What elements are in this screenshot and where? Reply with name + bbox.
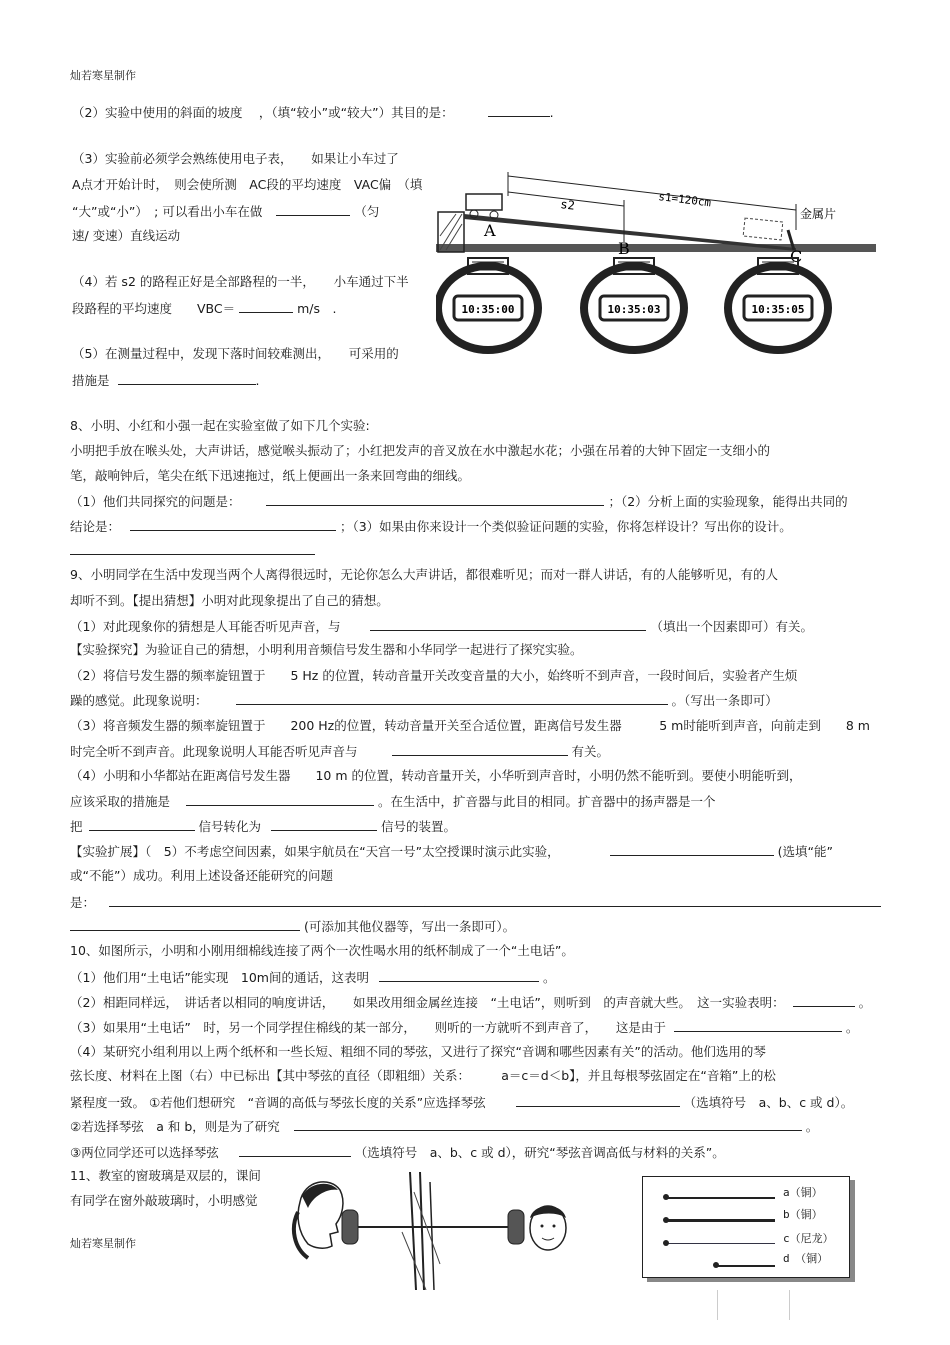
q8-conclusion-text: 结论是： [70, 519, 121, 534]
girl-figure [294, 1182, 343, 1258]
q8-part3-text: ；（3）如果由你来设计一个类似验证问题的实验，你将怎样设计？写出你的设计。 [339, 519, 792, 534]
q7-part3-tail: （匀 [354, 204, 380, 219]
q9-part1-tail: （填出一个因素即可）有关。 [650, 619, 813, 634]
q7-part5-line1: （5）在测量过程中，发现下落时间较难测出， 可采用的 [72, 346, 399, 361]
q8-part1-blank[interactable] [266, 493, 604, 506]
cup-right [508, 1210, 524, 1244]
tin-can-phone-figure [290, 1172, 580, 1290]
q10-q1-tail: （选填符号 a、b、c 或 d）。 [683, 1095, 854, 1110]
q9-part4-tail: 。在生活中，扩音器与此目的相同。扩音器中的扬声器是一个 [377, 794, 716, 809]
q9-line2: 却听不到。【提出猜想】小明对此现象提出了自己的猜想。 [70, 593, 389, 608]
q7-part3-line4: 速/ 变速）直线运动 [72, 228, 181, 243]
q8-line3: 笔，敲响钟后，笔尖在纸下迅速拖过，纸上便画出一条来回弯曲的细线。 [70, 468, 471, 483]
q9-part3: （3）将音频发生器的频率旋钮置于 200 Hz的位置，转动音量开关至合适位置，距离信号发生器 5 m时能听到声音，向前走到 8 m [70, 718, 870, 733]
stopwatch-2 [584, 258, 684, 350]
q8-line2: 小明把手放在喉头处，大声讲话，感觉喉头振动了；小红把发声的音叉放在水中激起水花；小强在吊着的大钟下固定一支细小的 [70, 443, 771, 458]
q10-q2-tail: 。 [805, 1119, 819, 1134]
q10-part1-tail: 。 [542, 970, 556, 985]
q10-part2-text: （2）相距同样远， 讲话者以相同的响度讲话， 如果改用细金属丝连接 “土电话”，则听到 的声音就大些。 这一实验表明： [70, 995, 785, 1010]
q10-part3-text: （3）如果用“土电话” 时，另一个同学捏住棉线的某一部分， 则听的一方就听不到声音了， 这是由于 [70, 1020, 666, 1035]
s1-label: s1=120cm [657, 190, 712, 210]
q7-part4-blank[interactable] [239, 300, 293, 313]
q9-part3-blank[interactable] [392, 743, 568, 756]
q7-part2: （2）实验中使用的斜面的坡度 ，（填“较小”或“较大”）其目的是： . [72, 105, 554, 120]
string-b-label: b（铜） [783, 1208, 823, 1221]
q9-part5-line4 [70, 918, 515, 935]
stopwatch-1-time: 10:35:00 [461, 303, 515, 316]
q10-part4-q1 [70, 1094, 853, 1111]
q9-speaker-blank-1[interactable] [89, 818, 195, 831]
q9-question-tail: (可添加其他仪器等，写出一条即可）。 [303, 919, 516, 934]
q9-part4: （4）小明和小华都站在距离信号发生器 10 m 的位置，转动音量开关，小华听到声音时，小明仍然不能听到。要使小明能听到， [70, 768, 802, 783]
q9-part5-text: 【实验扩展】（ 5）不考虑空间因素，如果宇航员在“天宫一号”太空授课时演示此实验， [70, 844, 560, 859]
point-a-label: A [484, 221, 496, 240]
q10-part1-blank[interactable] [379, 969, 539, 982]
q10-q3-text: ③两位同学还可以选择琴弦 [70, 1145, 219, 1160]
q9-part3-tail: 有关。 [571, 744, 609, 759]
stopwatch-3 [728, 258, 828, 350]
string-c [665, 1243, 775, 1244]
s2-label: s2 [559, 197, 576, 213]
q9-part2-blank[interactable] [236, 692, 668, 705]
q10-part1 [70, 969, 555, 986]
q7-part5-blank[interactable] [118, 372, 256, 385]
q9-part2-line2 [70, 692, 778, 709]
q10-q1-blank[interactable] [516, 1094, 680, 1107]
q10-q2-blank[interactable] [294, 1118, 802, 1131]
stopwatch-1 [438, 258, 538, 350]
q10-q3-tail: （选填符号 a、b、c 或 d），研究“琴弦音调高低与材料的关系”。 [354, 1145, 725, 1160]
q10-part3-blank[interactable] [674, 1019, 842, 1032]
cart [466, 194, 502, 210]
q7-part5-line2: 措施是 . [72, 373, 260, 388]
string-a-label: a（铜） [783, 1186, 823, 1199]
q7-part3-line1: （3）实验前必须学会熟练使用电子表， 如果让小车过了 [72, 151, 399, 166]
q10-part3 [70, 1019, 858, 1036]
q9-part2-text: 躁的感觉。此现象说明： [70, 693, 208, 708]
q9-part2-tail: 。（写出一条即可） [671, 693, 778, 708]
q7-part3-line2: A点才开始计时， 则会使所测 AC段的平均速度 VAC偏 （填 [72, 177, 423, 192]
q8-part1-text: （1）他们共同探究的问题是： [70, 494, 241, 509]
incline-experiment-figure [436, 170, 886, 355]
q9-part1 [70, 618, 813, 635]
ground [436, 244, 876, 252]
q7-part3-blank[interactable] [276, 203, 350, 216]
stopwatch-3-time: 10:35:05 [751, 303, 805, 316]
q9-part4-blank[interactable] [186, 793, 374, 806]
point-b-label: B [618, 239, 630, 258]
page-footer: 灿若寒星制作 [70, 1237, 136, 1250]
q9-part5 [70, 843, 833, 860]
q9-part3-text: 时完全听不到声音。此现象说明人耳能否听见声音与 [70, 744, 358, 759]
string-a [665, 1197, 775, 1199]
q7-part4-line2 [72, 300, 336, 317]
q10-q2-text: ②若选择琴弦 a 和 b，则是为了研究 [70, 1119, 280, 1134]
q9-part1-text: （1）对此现象你的猜想是人耳能否听见声音，与 [70, 619, 341, 634]
q10-part4-q3 [70, 1144, 725, 1161]
tree-trunk [402, 1172, 440, 1290]
q7-part3-line3 [72, 203, 379, 220]
string-c-label: c（尼龙） [783, 1232, 834, 1245]
q9-question-blank-2[interactable] [70, 918, 300, 931]
q9-explore: 【实验探究】为验证自己的猜想，小明利用音频信号发生器和小华同学一起进行了探究实验。 [70, 642, 583, 657]
q11-line1: 11、教室的窗玻璃是双层的，课间 [70, 1168, 261, 1183]
q9-speaker-text: 把 [70, 819, 83, 834]
q9-part5-line3 [70, 894, 881, 911]
q9-part4-line3 [70, 818, 456, 835]
q10-q3-blank[interactable] [239, 1144, 351, 1157]
q10-part4-q2 [70, 1118, 818, 1135]
q9-speaker-blank-2[interactable] [271, 818, 377, 831]
q9-speaker-tail: 信号的装置。 [380, 819, 456, 834]
q7-part4-line1: （4）若 s2 的路程正好是全部路程的一半， 小车通过下半 [72, 274, 409, 289]
q10-part2 [70, 994, 871, 1011]
q9-part3-line2 [70, 743, 609, 760]
string-d-label: d （铜） [783, 1252, 829, 1265]
q7-part2-blank[interactable] [488, 104, 550, 117]
stopwatch-2-time: 10:35:03 [607, 303, 661, 316]
q11-line2: 有同学在窗外敲玻璃时，小明感觉 [70, 1193, 258, 1208]
q9-part4-text: 应该采取的措施是 [70, 794, 171, 809]
metal-plate-label: 金属片 [800, 207, 837, 221]
q10-part2-blank[interactable] [793, 994, 855, 1007]
q9-part5-tail: (选填“能” [777, 844, 833, 859]
q10-part4-line2: 弦长度、材料在上图（右）中已标出【其中琴弦的直径（即粗细）关系： a＝c＝d＜b】，并且每根琴弦固定在“音箱”上的松 [70, 1068, 776, 1083]
cup-left [342, 1210, 358, 1244]
string-d [715, 1265, 775, 1267]
strings-box-figure [642, 1176, 850, 1278]
q10-part4: （4）某研究小组利用以上两个纸杯和一些长短、粗细不同的琴弦，又进行了探究“音调和哪些因素有关”的活动。他们选用的琴 [70, 1044, 766, 1059]
scan-artifact-line [789, 1290, 790, 1320]
q9-speaker-mid: 信号转化为 [198, 819, 261, 834]
q7-part3-text: “大”或“小”） ; 可以看出小车在做 [72, 204, 263, 219]
point-c-label: C [790, 247, 803, 266]
q9-part2: （2）将信号发生器的频率旋钮置于 5 Hz 的位置，转动音量开关改变音量的大小，始终听不到声音，一段时间后，实验者产生烦 [70, 668, 798, 683]
q10-part3-tail: 。 [845, 1020, 859, 1035]
q7-part4-text: 段路程的平均速度 VBC＝ [72, 301, 236, 316]
q9-question-blank[interactable] [109, 894, 881, 907]
q9-intro: 9、小明同学在生活中发现当两个人离得很远时，无论你怎么大声讲话，都很难听见；而对一群人讲话，有的人能够听见，有的人 [70, 567, 778, 582]
page-header: 灿若寒星制作 [70, 69, 136, 82]
q9-part1-blank[interactable] [370, 618, 646, 631]
string-b [665, 1219, 775, 1222]
q10-intro: 10、如图所示，小明和小刚用细棉线连接了两个一次性喝水用的纸杯制成了一个“土电话”。 [70, 943, 574, 958]
q8-part2-blank[interactable] [130, 518, 336, 531]
q8-part3-blank[interactable] [70, 542, 315, 555]
q8-intro: 8、小明、小红和小强一起在实验室做了如下几个实验: [70, 418, 370, 433]
q7-part2-text: （2）实验中使用的斜面的坡度 ，（填“较小”或“较大”）其目的是： [72, 105, 454, 120]
q10-part2-tail: 。 [858, 995, 872, 1010]
q8-part1 [70, 493, 848, 510]
q10-part1-text: （1）他们用“土电话”能实现 10m间的通话，这表明 [70, 970, 369, 985]
boy-figure [530, 1206, 566, 1250]
q9-question-text: 是： [70, 895, 96, 910]
q9-part5-line2: 或“不能”）成功。利用上述设备还能研究的问题 [70, 868, 333, 883]
q9-part5-blank[interactable] [610, 843, 774, 856]
q8-part2-text: ；（2）分析上面的实验现象，能得出共同的 [608, 494, 848, 509]
q7-part5-text: 措施是 [72, 373, 110, 388]
q8-part2 [70, 518, 792, 535]
q9-part4-line2 [70, 793, 716, 810]
s1-arrow [508, 176, 796, 210]
scan-artifact-line [717, 1290, 718, 1320]
q7-part4-unit: m/s . [297, 301, 337, 316]
q10-q1-text: 紧程度一致。 ①若他们想研究 “音调的高低与琴弦长度的关系”应选择琴弦 [70, 1095, 486, 1110]
